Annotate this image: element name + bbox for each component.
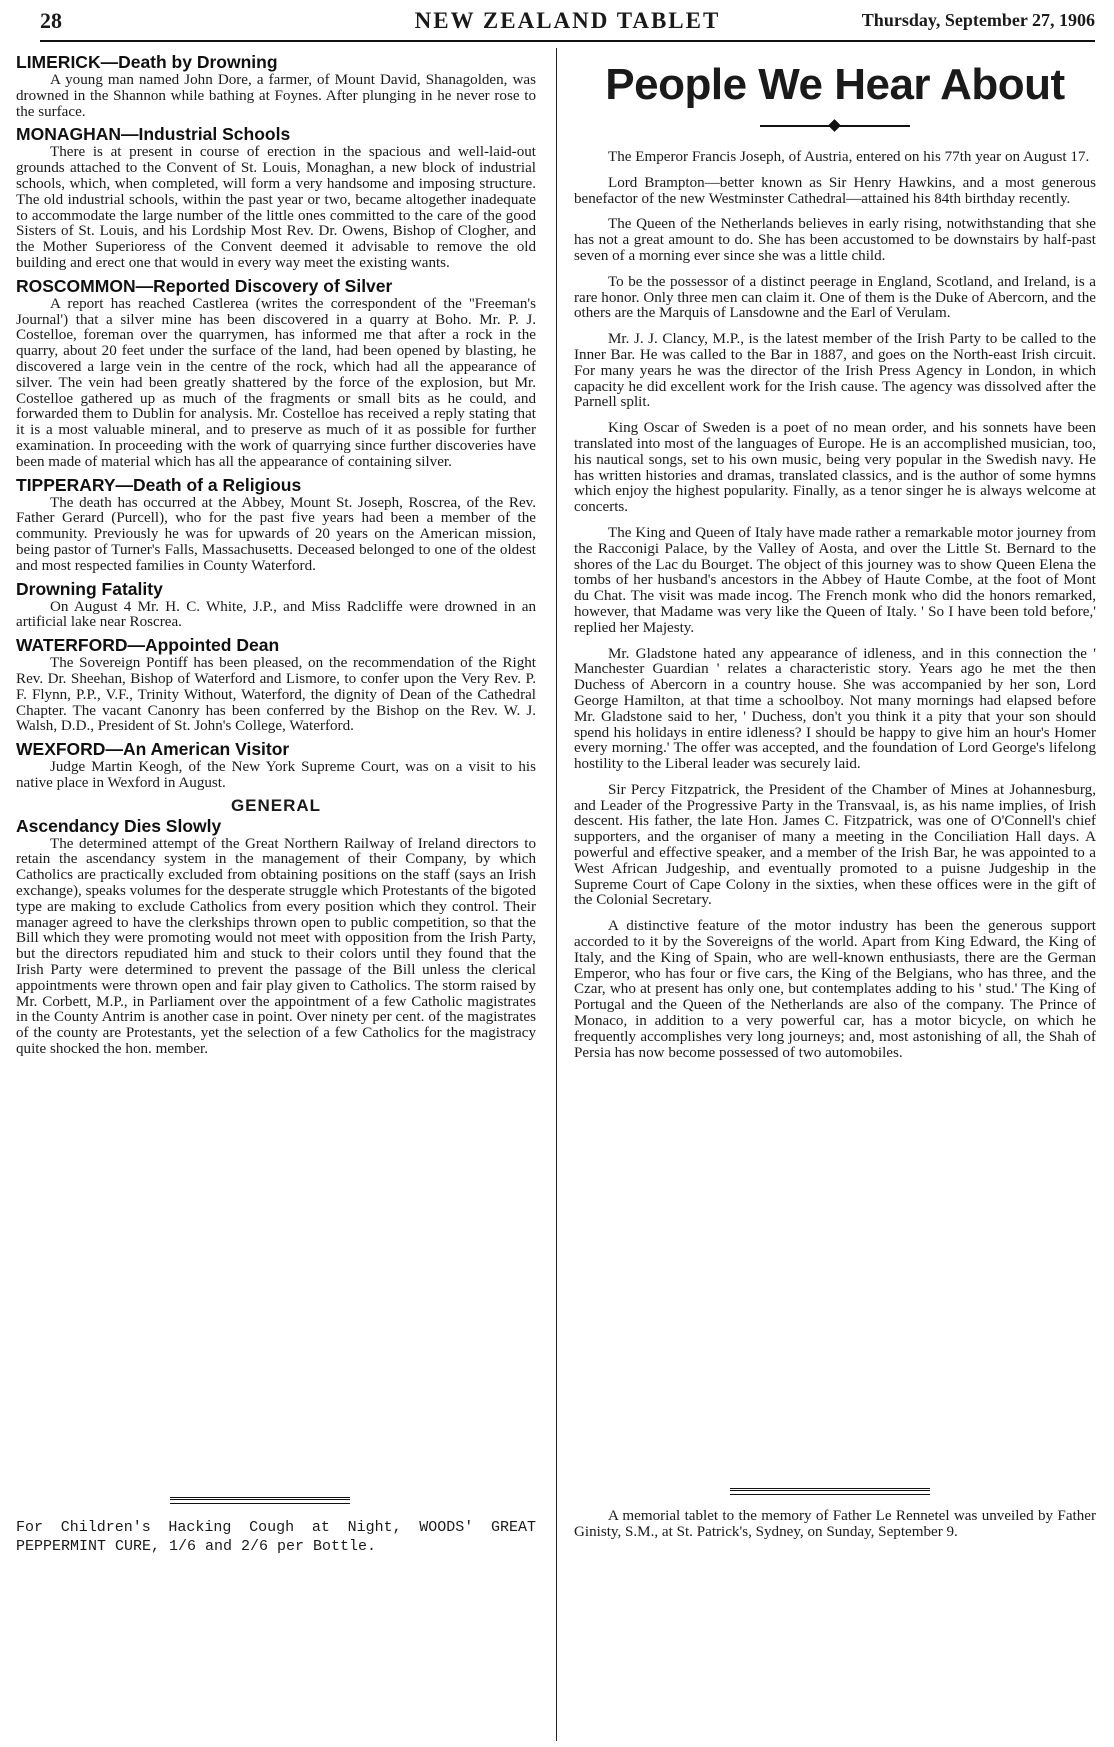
- section-heading-general: GENERAL: [230, 795, 322, 815]
- article-monaghan: [16, 124, 536, 271]
- feature-paragraph: The Emperor Francis Joseph, of Austria, entered on his 77th year on August 17.: [608, 149, 1090, 165]
- feature-paragraph: The Queen of the Netherlands believes in early rising, notwithstanding that she has not a great amount to do. She has been accustomed to be downstairs by half-past seven of a morning ever since she was a little child.: [574, 216, 1096, 264]
- article-paragraph: A young man named John Dore, a farmer, of Mount David, Shanagolden, was drowned in the Shannon while bathing at Foynes. After plunging in he never rose to the surface.: [16, 72, 536, 120]
- issue-date: Thursday, September 27, 1906: [861, 10, 1095, 30]
- separator-rule: [170, 1497, 350, 1504]
- column-divider: [556, 48, 557, 1741]
- feature-paragraph: To be the possessor of a distinct peerage in England, Scotland, and Ireland, is a rare honor. Only three men can claim it. One of them is the Duke of Abercorn, and the others are the Marquis of Lansdowne and the Earl of Verulam.: [574, 273, 1096, 322]
- article-paragraph: On August 4 Mr. H. C. White, J.P., and Miss Radcliffe were drowned in an artificial lake near Roscrea.: [16, 598, 536, 631]
- article-heading: Drowning Fatality: [16, 578, 163, 599]
- article-paragraph: A report has reached Castlerea (writes the correspondent of the ''Freeman's Journal') that a silver mine has been discovered in a quarry at Boho. Mr. P. J. Costelloe, foreman over the quarrymen, has informed me that after a rock in the quarry, about 20 feet under the surface of the land, had been opened by blasting, he discovered a large vein in the centre of the rock, which had all the appearance of silver. The vein had been greatly shattered by the force of the explosion, but Mr. Costelloe gathered up as much of the fragments or small bits as he could, and forwarded them to Dublin for analysis. Mr. Costelloe has received a reply stating that it is a most valuable mineral, and to preserve as much of it as possible for further examination. In proceeding with the work of quarrying since further discoveries have been made of material which has all the appearance of containing silver.: [16, 295, 536, 470]
- feature-paragraph: A distinctive feature of the motor industry has been the generous support accorded to it by the Sovereigns of the world. Apart from King Edward, the King of Italy, and the King of Spain, who are well-known enthusiasts, there are the German Emperor, who has four or five cars, the King of the Belgians, who has three, and the Czar, who at present has only one, but contemplates adding to his ' stud.' The King of Portugal and the Queen of the Netherlands are also of the company. The Prince of Monaco, in addition to a very powerful car, has a motor bicycle, on which he frequently accomplishes very long journeys; and, most astonishing of all, the Shah of Persia has now become possessed of two automobiles.: [574, 918, 1096, 1061]
- masthead: [40, 6, 1095, 42]
- article-paragraph: The death has occurred at the Abbey, Mount St. Joseph, Roscrea, of the Rev. Father Gerard (Purcell), who for the past five years had been a member of the community. Previously he was for upwards of 20 years on the American mission, being pastor of Turner's Falls, Massachusetts. Deceased belonged to one of the oldest and most respected families in County Waterford.: [16, 494, 536, 574]
- feature-paragraph: Lord Brampton—better known as Sir Henry Hawkins, and a most generous benefactor of the new Westminster Cathedral—attained his 84th birthday recently.: [574, 174, 1096, 207]
- article-paragraph: The Sovereign Pontiff has been pleased, on the recommendation of the Right Rev. Dr. Sheehan, Bishop of Waterford and Lismore, to confer upon the Very Rev. P. F. Flynn, P.P., V.F., Trinity Without, Waterford, the dignity of Dean of the Cathedral Chapter. The vacant Canonry has been conferred by the Bishop on the Rev. W. J. Walsh, D.D., President of St. John's College, Waterford.: [16, 655, 536, 735]
- article-heading: Ascendancy Dies Slowly: [16, 815, 222, 836]
- article-roscommon: [16, 276, 536, 471]
- advertisement: For Children's Hacking Cough at Night, WOODS' GREAT PEPPERMINT CURE, 1/6 and 2/6 per Bottle.: [16, 1519, 536, 1555]
- article-heading: WATERFORD—Appointed Dean: [16, 635, 280, 656]
- ornament-divider: [760, 120, 910, 132]
- article-paragraph: The determined attempt of the Great Northern Railway of Ireland directors to retain the ascendancy system in the management of their Company, by which Catholics are practically excluded from obtaining positions on the staff (says an Irish exchange), speaks volumes for the desperate struggle which Protestants of the bigoted type are making to exclude Catholics from every position which they control. Their manager agreed to have the clerkships thrown open to public competition, so that the Bill which they were promoting would not meet with opposition from the Irish Party, but the directors repudiated him and stuck to their colors until they found that the Irish Party were determined to prevent the passage of the Bill unless the clerical appointments were thrown open and fair play given to Catholics. The storm raised by Mr. Corbett, M.P., in Parliament over the appointment of a few Catholic magistrates in the County Antrim is another case in point. Over ninety per cent. of the magistrates of the county are Protestants, yet the selection of a few Catholics for the magistracy quite shocked the hon. member.: [16, 835, 536, 1058]
- article-waterford: [16, 635, 536, 735]
- article-heading: LIMERICK—Death by Drowning: [16, 52, 278, 72]
- article-paragraph: Judge Martin Keogh, of the New York Supreme Court, was on a visit to his native place in Wexford in August.: [16, 759, 536, 791]
- left-column: [16, 52, 536, 1743]
- article-drowning-fatality: [16, 579, 536, 632]
- feature-paragraph: Sir Percy Fitzpatrick, the President of the Chamber of Mines at Johannesburg, and Leader of the Progressive Party in the Transvaal, is, as his name implies, of Irish descent. His father, the late Hon. James C. Fitzpatrick, was one of O'Connell's chief supporters, and the organiser of many a meeting in the Conciliation Hall days. A powerful and effective speaker, and a member of the Irish Bar, he was appointed to a West African Judgeship, and eventually promoted to a puisne Judgeship in the Supreme Court of Cape Colony in the sixties, when these offices were in the gift of the Colonial Secretary.: [574, 781, 1096, 909]
- article-heading: ROSCOMMON—Reported Discovery of Silver: [16, 275, 393, 296]
- diamond-icon: [828, 119, 841, 132]
- article-heading: WEXFORD—An American Visitor: [16, 739, 290, 760]
- newspaper-title: NEW ZEALAND TABLET: [414, 8, 721, 33]
- feature-paragraph: Mr. J. J. Clancy, M.P., is the latest member of the Irish Party to be called to the Inner Bar. He was called to the Bar in 1887, and goes on the North-east Irish circuit. For many years he was the director of the Irish Press Agency in London, in which capacity he did excellent work for the Irish cause. The agency was dissolved after the Parnell split.: [574, 331, 1096, 411]
- article-heading: TIPPERARY—Death of a Religious: [16, 474, 302, 495]
- article-ascendancy: [16, 816, 536, 1058]
- memorial-note: A memorial tablet to the memory of Father Le Rennetel was unveiled by Father Ginisty, S.M., at St. Patrick's, Sydney, on Sunday, September 9.: [574, 1508, 1096, 1540]
- article-limerick: [16, 52, 536, 120]
- feature-title: People We Hear About: [605, 60, 1065, 109]
- separator-rule: [730, 1488, 930, 1495]
- feature-paragraph: The King and Queen of Italy have made rather a remarkable motor journey from the Racconigi Palace, by the Valley of Aosta, and over the Little St. Bernard to the shores of the Lac du Bourget. The object of this journey was to show Queen Elena the tombs of her husband's ancestors in the Abbey of Haute Combe, at the foot of Mont du Chat. The visit was made incog. The French monk who did the honors remarked, however, that Madame was very like the Queen of Italy. ' So I have been told before,' replied her Majesty.: [574, 524, 1096, 636]
- feature-paragraph: Mr. Gladstone hated any appearance of idleness, and in this connection the ' Manchester Guardian ' relates a characteristic story. Years ago he met the then Duchess of Abercorn in a country house. She was accompanied by her son, Lord George Hamilton, at that time a schoolboy. Not many mornings had elapsed before Mr. Gladstone said to her, ' Duchess, don't you think it a pity that your son should spend his holidays in entire idleness? I should be happy to give him an hour's Homer every morning.' The offer was accepted, and the foundation of Lord George's lifelong hostility to the Liberal leader was securely laid.: [574, 645, 1096, 773]
- article-wexford: [16, 739, 536, 792]
- article-paragraph: There is at present in course of erection in the spacious and well-laid-out grounds attached to the Convent of St. Louis, Monaghan, a new block of industrial schools, which, when completed, will form a very handsome and imposing structure. The old industrial schools, within the past year or two, became altogether inadequate to accommodate the large number of the little ones committed to the care of the good Sisters of St. Louis, and his Lordship Most Rev. Dr. Owens, Bishop of Clogher, and the Mother Superioress of the Convent deemed it advisable to remove the old building and erect one that would in every way meet the existing wants.: [16, 144, 536, 271]
- article-tipperary: [16, 475, 536, 575]
- article-heading: MONAGHAN—Industrial Schools: [16, 124, 291, 145]
- page-number: 28: [40, 8, 62, 33]
- feature-paragraph: King Oscar of Sweden is a poet of no mean order, and his sonnets have been translated into most of the languages of Europe. He is an accomplished musician, too, his nautical songs, set to his own music, being very popular in the Swedish navy. He has written histories and dramas, translated classics, and is the author of some hymns which enjoy the highest popularity. Finally, as a tenor singer he is always welcome at concerts.: [574, 420, 1096, 516]
